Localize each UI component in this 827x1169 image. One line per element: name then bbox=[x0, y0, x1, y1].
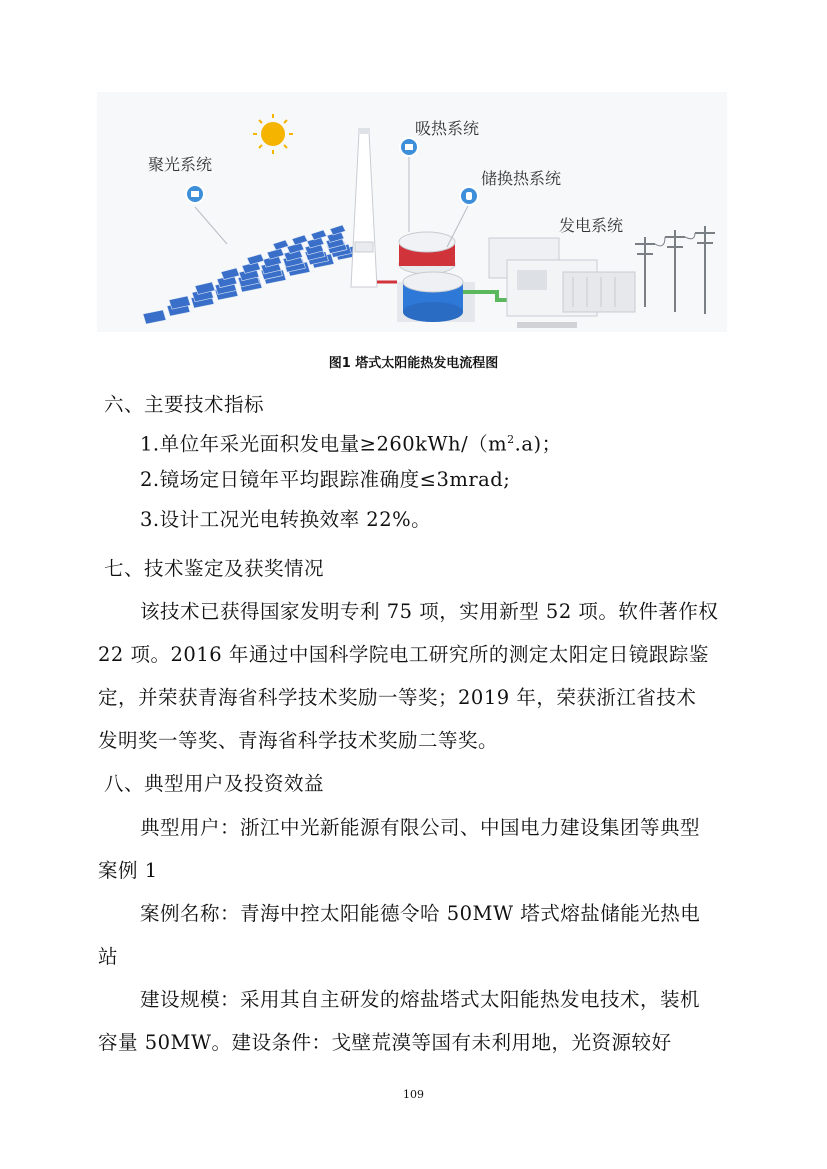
superscript: 2 bbox=[507, 433, 515, 446]
collector-badge-icon bbox=[186, 185, 204, 203]
heliostat-mirror bbox=[311, 230, 327, 240]
receiver-tower bbox=[351, 128, 377, 287]
paragraph-line: 发明奖一等奖、青海省科学技术奖励二等奖。 bbox=[98, 729, 499, 752]
storage-tanks bbox=[397, 232, 475, 322]
paragraph-line: 案例名称：青海中控太阳能德令哈 50MW 塔式熔盐储能光热电 bbox=[140, 902, 701, 925]
spec-item bbox=[140, 428, 562, 457]
spec-item-text: 1.单位年采光面积发电量≥260kWh/（m bbox=[140, 432, 508, 456]
paragraph-line: 案例 1 bbox=[98, 859, 158, 882]
paragraph-line: 建设规模：采用其自主研发的熔盐塔式太阳能热发电技术，装机 bbox=[140, 988, 701, 1011]
spec-item: 3.设计工况光电转换效率 22%。 bbox=[140, 508, 432, 531]
paragraph-line: 该技术已获得国家发明专利 75 项，实用新型 52 项。软件著作权 bbox=[140, 600, 719, 623]
storage-badge-icon bbox=[460, 187, 478, 205]
paragraph-line: 典型用户：浙江中光新能源有限公司、中国电力建设集团等典型 bbox=[140, 816, 701, 839]
heliostat-mirror bbox=[221, 268, 240, 280]
heliostat-mirror bbox=[273, 240, 289, 250]
page-number: 109 bbox=[403, 1088, 424, 1101]
transmission-lines bbox=[635, 226, 715, 314]
heliostat-mirror bbox=[292, 235, 308, 245]
heliostat-mirror bbox=[247, 254, 264, 265]
power-block bbox=[489, 238, 635, 328]
solar-tower-diagram bbox=[97, 92, 727, 332]
paragraph-line: 22 项。2016 年通过中国科学院电工研究所的测定太阳定日镜跟踪鉴 bbox=[98, 643, 709, 666]
solar-tower-figure bbox=[97, 92, 727, 332]
heliostat-field bbox=[143, 225, 358, 324]
heliostat-mirror bbox=[330, 225, 346, 235]
figure-caption: 图1 塔式太阳能热发电流程图 bbox=[328, 356, 499, 371]
heliostat-mirror bbox=[267, 248, 284, 259]
paragraph-line: 容量 50MW。建设条件：戈壁荒漠等国有未利用地，光资源较好 bbox=[98, 1031, 672, 1054]
spec-item: 2.镜场定日镜年平均跟踪准确度≤3mrad; bbox=[140, 468, 511, 491]
storage-label: 储换热系统 bbox=[481, 169, 562, 188]
absorber-label: 吸热系统 bbox=[415, 119, 480, 138]
paragraph-line: 定，并荣获青海省科学技术奖励一等奖；2019 年，荣获浙江省技术 bbox=[98, 686, 697, 709]
spec-item-text: .a)； bbox=[514, 432, 562, 456]
heliostat-mirror bbox=[143, 310, 166, 324]
sun-icon bbox=[253, 114, 293, 154]
collector-label: 聚光系统 bbox=[148, 155, 213, 174]
paragraph-line: 站 bbox=[98, 945, 119, 968]
absorber-badge-icon bbox=[400, 138, 418, 156]
generator-label: 发电系统 bbox=[559, 216, 624, 235]
section-heading: 八、典型用户及投资效益 bbox=[104, 772, 325, 795]
section-heading: 七、技术鉴定及获奖情况 bbox=[104, 557, 325, 580]
section-heading: 六、主要技术指标 bbox=[104, 393, 265, 416]
